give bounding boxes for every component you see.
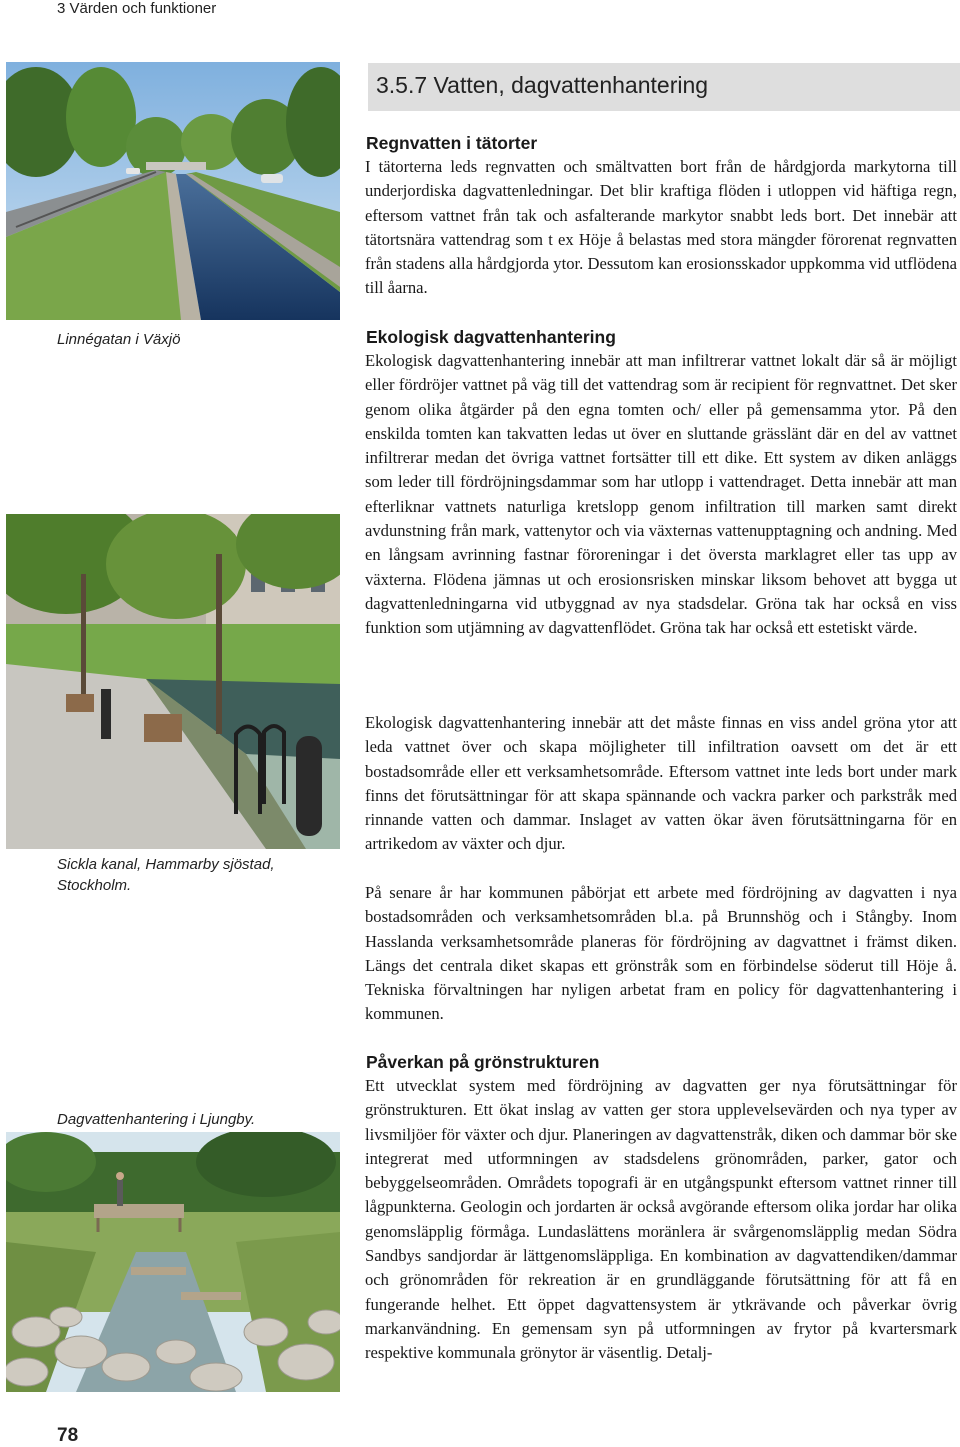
- promenade-photo-illustration: [6, 514, 340, 849]
- photo-ljungby: [6, 1132, 340, 1392]
- canal-photo-illustration: [6, 62, 340, 320]
- photo-sickla-kanal: [6, 514, 340, 849]
- heading-paverkan: Påverkan på grönstrukturen: [366, 1052, 600, 1072]
- caption-vaxjo: Linnégatan i Växjö: [57, 331, 181, 348]
- paragraph-ekologisk-1: Ekologisk dagvattenhantering innebär att man infiltrerar vattnet lokalt där så är möjligt eller fördröjer vattnet på väg till det vattendrag som är recipient för regnvattnet. Det sker genom olika åtgärder på den egna tomten och/ eller på gemensamma ytor. På den enskilda tomten kan takvatten ledas ut över en sluttande grässlänt där en del av vattnet infiltrerar medan det övriga vattnet fortsätter till ett dike. Ett system av diken anläggs som leder till fördröjningsdammar som har utlopp i vattendraget. Detta innebär att man efterliknar vattnets naturliga kretslopp genom infiltration till marken samt direkt avdunstning från mark, vattenytor och via växternas vattenupptagning och andning. Med en långsam avrinning fastnar föroreningar i det översta marklagret eller tas upp av växterna. Flödena jämnas ut och erosionsrisken minskar liksom behovet att bygga ut dagvattenledningarna vid utbyggnad av nya stadsdelar. Gröna tak har också en viss funktion som utjämning av dagvattenflödet. Gröna tak har också ett estetiskt värde.: [365, 351, 957, 638]
- section-title: 3.5.7 Vatten, dagvattenhantering: [376, 72, 709, 98]
- paragraph-ekologisk-3: På senare år har kommunen påbörjat ett arbete med fördröjning av dagvatten i nya bostadsområden och verksamhetsområden bl.a. på Brunnshög och i Stångby. Inom Hasslanda verksamhetsområde planeras för fördröjning av dagvattnet i främst diken. Längs det centrala diket skapas ett grönstråk som en förbindelse söderut till Höje å. Tekniska förvaltningen har nyligen arbetat fram en policy för dagvattenhantering i kommunen.: [365, 883, 957, 1024]
- caption-sickla: Sickla kanal, Hammarby sjöstad, Stockholm.: [57, 856, 275, 894]
- photo-linnegatan-vaxjo: [6, 62, 340, 320]
- stormwater-photo-illustration: [6, 1132, 340, 1392]
- caption-ljungby: Dagvattenhantering i Ljungby.: [57, 1111, 256, 1128]
- paragraph-ekologisk-2: Ekologisk dagvattenhantering innebär att det måste finnas en viss andel gröna ytor att leda vattnet över och skapa möjligheter till infiltration oavsett om det är ett bostadsområde eller ett verksamhetsområde. Eftersom vattnet inte leds bort under mark finns det förutsättningar för att skapa spännande och vackra parker och parkstråk med rinnande vatten och dammar. Inslaget av vatten ökar även förutsättningarna för en artrikedom av växter och djur.: [365, 713, 957, 854]
- page-number: 78: [57, 1425, 79, 1446]
- heading-regnvatten: Regnvatten i tätorter: [366, 133, 538, 153]
- paragraph-paverkan: Ett utvecklat system med fördröjning av dagvatten ger nya förutsättningar för grönstrukturen. Ett ökat inslag av vatten ger stora upplevelsevärden och nya typer av livsmiljöer för växter och djur. Planeringen av dagvattenstråk, diken och dammar bör ske integrerat med utformningen av stadsdelens grönområden, parker, gator och bebyggelseområden. Områdets topografi är en utgångspunkt eftersom vattnet rinner till lågpunkterna. Geologin och jordarten är också avgörande eftersom olika jordar har olika genomsläpplig förmåga. Lundaslättens moränlera är svårgenomsläpplig medan Södra Sandbys sandjordar är lättgenomsläppliga. En kombination av dagvattendiken/dammar och grönområden för rekreation är en grundläggande förutsättning för att få en fungerande helhet. Ett öppet dagvattensystem är ytkrävande och påverkar övrig markanvändning. En gemensam syn på utformningen av frytor på kvartersmark respektive kommunala grönytor är väsentlig. Detalj-: [365, 1076, 957, 1363]
- paragraph-regnvatten: I tätorterna leds regnvatten och smältvatten bort från de hårdgjorda markytorna till underjordiska dagvattenledningar. Det blir kraftiga flöden i utloppen vid häftiga regn, eftersom vattnet från tak och asfalterande markytor snabbt leds bort. Det innebär att tätortsnära vattendrag som t ex Höje å belastas med stora mängder förorenat regnvatten från stadens alla hårdgjorda ytor. Dessutom kan erosionsskador uppkomma vid utflödena till åarna.: [365, 157, 957, 298]
- running-head: 3 Värden och funktioner: [57, 0, 217, 17]
- heading-ekologisk: Ekologisk dagvattenhantering: [366, 327, 616, 347]
